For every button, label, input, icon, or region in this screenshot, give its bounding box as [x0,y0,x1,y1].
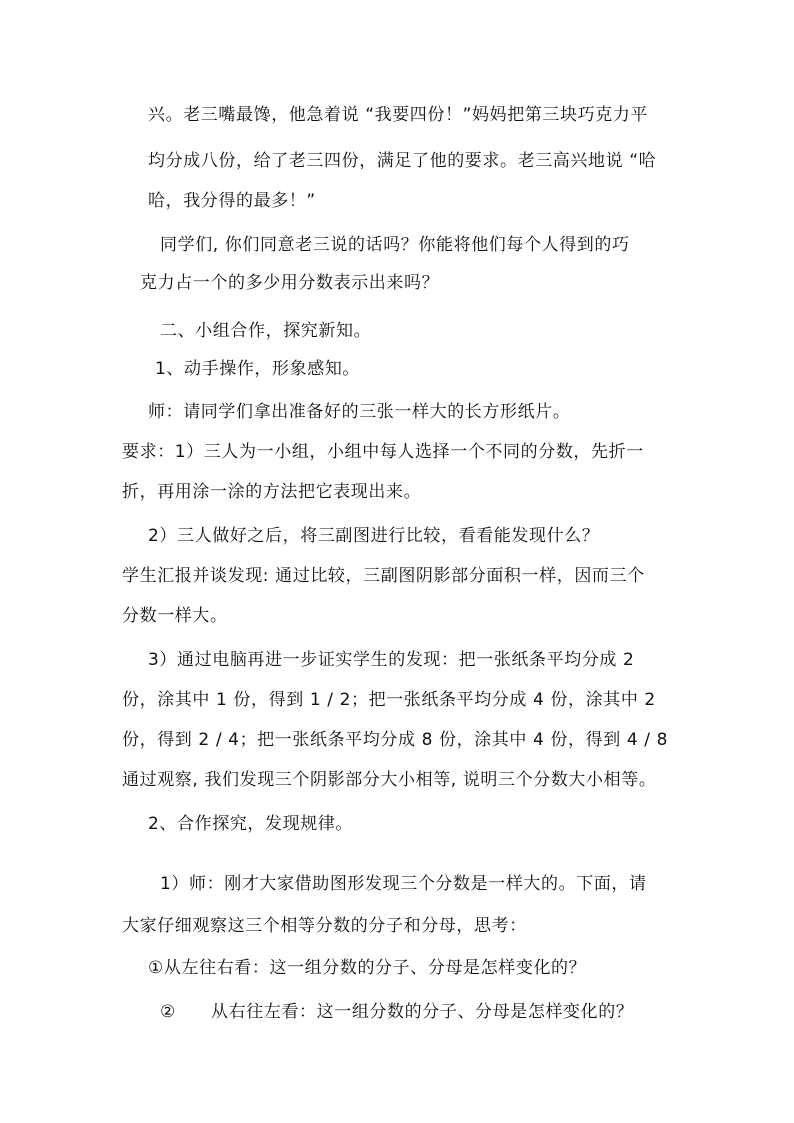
paragraph-line: 均分成八份，给了老三四份，满足了他的要求。老三高兴地说 “哈 [148,151,657,171]
paragraph-line: 1）师：刚才大家借助图形发现三个分数是一样大的。下面，请 [160,874,647,894]
paragraph-line: 要求：1）三人为一小组，小组中每人选择一个不同的分数，先折一 [122,442,644,462]
paragraph-line: 3）通过电脑再进一步证实学生的发现：把一张纸条平均分成 2 [148,650,635,670]
paragraph-line: 克力占一个的多少用分数表示出来吗？ [140,273,440,293]
paragraph-line: 2）三人做好之后，将三副图进行比较，看看能发现什么？ [148,526,600,546]
paragraph-line: 大家仔细观察这三个相等分数的分子和分母，思考： [122,916,527,936]
paragraph-line: 哈，我分得的最多！” [148,191,316,211]
paragraph-line: 份，得到 2 / 4；把一张纸条平均分成 8 份，涂其中 4 份，得到 4 / 8 [122,730,668,750]
list-item: ①从左往右看：这一组分数的分子、分母是怎样变化的？ [148,958,587,978]
paragraph-line: 同学们, 你们同意老三说的话吗？你能将他们每个人得到的巧 [160,235,630,255]
subsection-heading: 1、动手操作，形象感知。 [155,359,361,379]
list-item: ② 从右往左看：这一组分数的分子、分母是怎样变化的？ [160,1002,634,1022]
paragraph-line: 份，涂其中 1 份，得到 1 / 2；把一张纸条平均分成 4 份，涂其中 2 [122,690,656,710]
paragraph-line: 折，再用涂一涂的方法把它表现出来。 [122,482,422,502]
subsection-heading: 2、合作探究，发现规律。 [148,814,354,834]
paragraph-line: 兴。老三嘴最馋，他急着说 “我要四份！”妈妈把第三块巧克力平 [148,105,649,125]
section-heading: 二、小组合作，探究新知。 [160,321,372,341]
paragraph-line: 师：请同学们拿出准备好的三张一样大的长方形纸片。 [148,402,571,422]
paragraph-line: 分数一样大。 [122,606,228,626]
paragraph-line: 学生汇报并谈发现: 通过比较，三副图阴影部分面积一样，因而三个 [122,566,645,586]
paragraph-line: 通过观察, 我们发现三个阴影部分大小相等, 说明三个分数大小相等。 [122,770,657,790]
